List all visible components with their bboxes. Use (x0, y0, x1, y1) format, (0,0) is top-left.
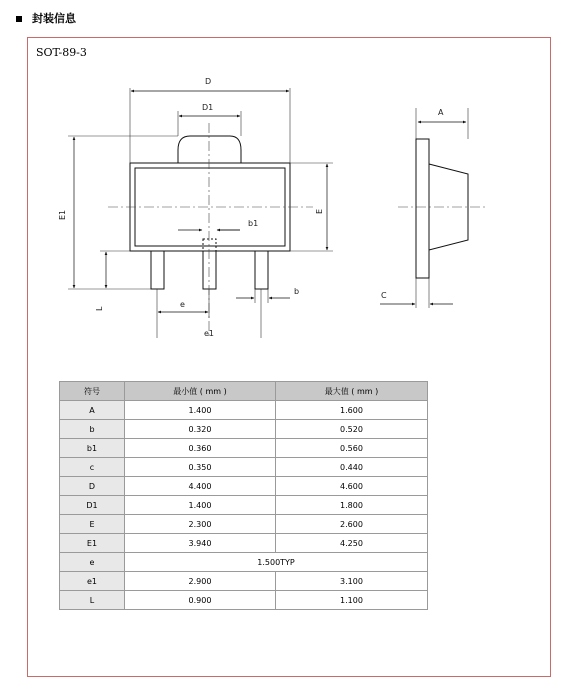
cell-symbol: b1 (60, 439, 125, 458)
cell-max: 0.520 (276, 420, 428, 439)
cell-max: 0.560 (276, 439, 428, 458)
lead-middle (203, 251, 216, 289)
label-L: L (95, 306, 104, 311)
cell-typical: 1.500TYP (125, 553, 428, 572)
bullet-square-icon (16, 16, 22, 22)
cell-symbol: A (60, 401, 125, 420)
side-view-lead (416, 139, 429, 278)
cell-max: 1.600 (276, 401, 428, 420)
cell-min: 0.900 (125, 591, 276, 610)
cell-symbol: L (60, 591, 125, 610)
label-A: A (438, 108, 444, 117)
column-header-min: 最小值 ( mm ) (125, 382, 276, 401)
lead-right (255, 251, 268, 289)
label-b1: b1 (248, 219, 259, 228)
cell-max: 1.800 (276, 496, 428, 515)
lead-left (151, 251, 164, 289)
cell-min: 1.400 (125, 496, 276, 515)
dimension-table (59, 381, 428, 610)
table-row (60, 572, 428, 591)
table-row (60, 534, 428, 553)
cell-max: 1.100 (276, 591, 428, 610)
label-E: E (315, 208, 324, 214)
table-row (60, 420, 428, 439)
cell-symbol: b (60, 420, 125, 439)
lead-middle-hidden (203, 239, 216, 251)
cell-max: 0.440 (276, 458, 428, 477)
cell-min: 1.400 (125, 401, 276, 420)
cell-max: 3.100 (276, 572, 428, 591)
cell-min: 3.940 (125, 534, 276, 553)
table-row (60, 553, 428, 572)
cell-symbol: E1 (60, 534, 125, 553)
cell-min: 4.400 (125, 477, 276, 496)
section-heading (16, 10, 76, 26)
cell-symbol: e1 (60, 572, 125, 591)
column-header-max: 最大值 ( mm ) (276, 382, 428, 401)
label-E1: E1 (58, 209, 67, 220)
table-row (60, 401, 428, 420)
label-D: D (205, 77, 212, 86)
cell-symbol: D1 (60, 496, 125, 515)
package-frame (27, 37, 551, 677)
table-header-row (60, 382, 428, 401)
label-e1: e1 (204, 329, 215, 338)
label-e: e (180, 300, 185, 309)
cell-min: 2.300 (125, 515, 276, 534)
section-title-text: 封装信息 (32, 12, 76, 25)
table-row (60, 591, 428, 610)
cell-symbol: e (60, 553, 125, 572)
table-row (60, 458, 428, 477)
cell-symbol: E (60, 515, 125, 534)
label-C: C (381, 291, 387, 300)
table-row (60, 515, 428, 534)
column-header-symbol: 符号 (60, 382, 125, 401)
cell-max: 4.250 (276, 534, 428, 553)
cell-symbol: D (60, 477, 125, 496)
cell-max: 4.600 (276, 477, 428, 496)
table-row (60, 477, 428, 496)
cell-min: 2.900 (125, 572, 276, 591)
table-row (60, 496, 428, 515)
cell-min: 0.350 (125, 458, 276, 477)
cell-max: 2.600 (276, 515, 428, 534)
package-name: SOT-89-3 (36, 46, 87, 59)
package-outline-drawing (28, 38, 550, 338)
cell-min: 0.360 (125, 439, 276, 458)
label-b: b (294, 287, 300, 296)
cell-symbol: c (60, 458, 125, 477)
label-D1: D1 (202, 103, 214, 112)
table-row (60, 439, 428, 458)
cell-min: 0.320 (125, 420, 276, 439)
top-tab (178, 136, 241, 163)
